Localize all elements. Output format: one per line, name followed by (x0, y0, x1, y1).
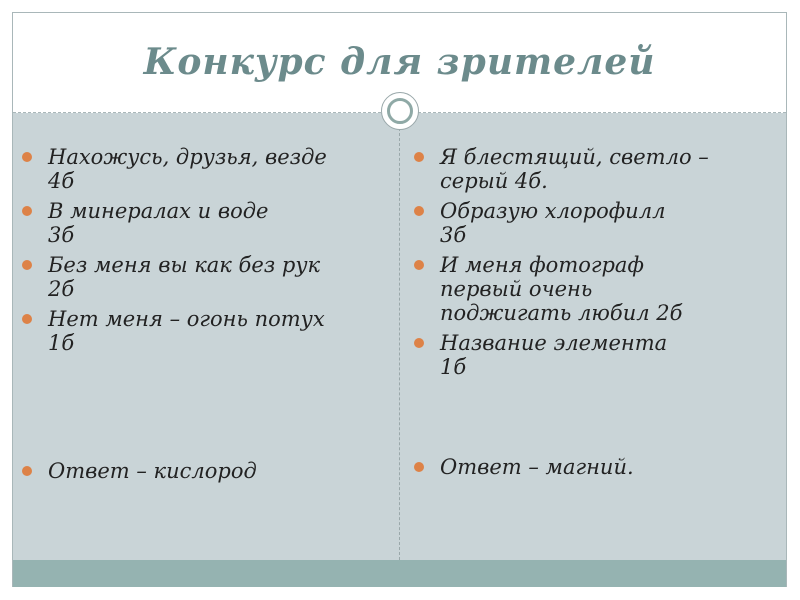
item-text: Без меня вы как без рук 2б (48, 253, 321, 301)
bullet-icon (414, 206, 424, 216)
item-text: Я блестящий, светло – серый 4б. (440, 145, 709, 193)
item-text: Нет меня – огонь потух 1б (48, 307, 325, 355)
item-text: И меня фотограф первый очень поджигать любил 2б (440, 253, 683, 325)
item-text: Название элемента 1б (440, 331, 668, 379)
circle-ornament-icon (381, 92, 419, 130)
bullet-icon (414, 338, 424, 348)
list-item (48, 253, 378, 301)
answer-item (440, 455, 634, 479)
answer-text: Ответ – магний. (440, 455, 634, 479)
list-item (440, 253, 760, 325)
list-item (48, 145, 378, 193)
bullet-icon (414, 260, 424, 270)
column-divider (399, 123, 400, 560)
answer-text: Ответ – кислород (48, 459, 257, 483)
item-text: В минералах и воде 3б (48, 199, 269, 247)
right-column (440, 145, 760, 479)
bullet-icon (22, 314, 32, 324)
answer-item (48, 459, 257, 483)
item-text: Образую хлорофилл 3б (440, 199, 666, 247)
list-item (440, 199, 760, 247)
bullet-icon (22, 206, 32, 216)
bullet-icon (22, 260, 32, 270)
left-column (48, 145, 378, 483)
item-text: Нахожусь, друзья, везде 4б (48, 145, 327, 193)
bullet-icon (22, 466, 32, 476)
slide-title: Конкурс для зрителей (143, 41, 656, 83)
bullet-icon (414, 462, 424, 472)
footer-bar (13, 560, 786, 587)
list-item (48, 199, 378, 247)
list-item (440, 331, 760, 379)
bullet-icon (22, 152, 32, 162)
list-item (48, 307, 378, 355)
bullet-icon (414, 152, 424, 162)
list-item (440, 145, 760, 193)
